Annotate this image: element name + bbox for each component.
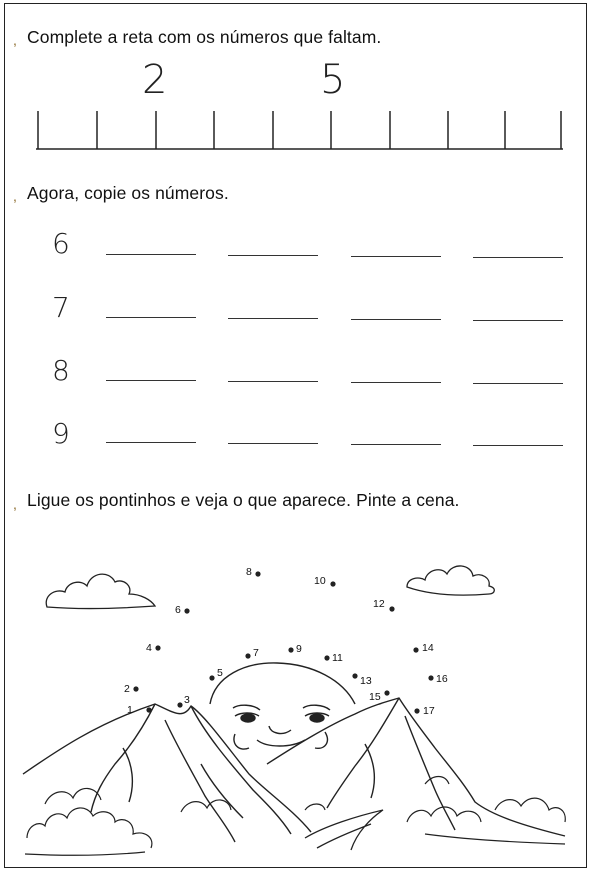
dot-1 (146, 707, 151, 712)
copy-row-6-number: 6 (52, 227, 70, 260)
connect-the-dots-scene (5, 4, 588, 869)
cloud-right-illustration (407, 566, 494, 595)
dot-17 (414, 708, 419, 713)
dot-10 (330, 581, 335, 586)
dot-13 (352, 673, 357, 678)
dot-11 (324, 655, 329, 660)
worksheet-page (4, 3, 587, 868)
dot-8 (255, 571, 260, 576)
mountains-illustration (23, 698, 565, 842)
copy-row-8-number: 8 (52, 354, 70, 387)
copy-row-9-number: 9 (52, 417, 70, 450)
exercise-3-bullet: , (13, 496, 17, 512)
exercise-2-instruction: Agora, copie os números. (27, 183, 229, 203)
cloud-left-illustration (46, 574, 155, 608)
sun-face-illustration (210, 663, 355, 749)
exercise-1-bullet: , (13, 32, 17, 48)
dot-16 (428, 675, 433, 680)
exercise-2-bullet: , (13, 188, 17, 204)
dot-2 (133, 686, 138, 691)
dot-label-1: 1 (127, 704, 133, 716)
dot-label-13: 13 (360, 675, 372, 687)
dot-label-5: 5 (217, 667, 223, 679)
dot-label-10: 10 (314, 575, 326, 587)
exercise-1-instruction: Complete a reta com os números que faltam. (27, 27, 382, 47)
dot-label-9: 9 (296, 643, 302, 655)
dot-7 (245, 653, 250, 658)
dot-label-4: 4 (146, 642, 152, 654)
dot-6 (184, 608, 189, 613)
dot-labels (124, 566, 448, 717)
dot-label-17: 17 (423, 705, 435, 717)
dot-12 (389, 606, 394, 611)
dot-15 (384, 690, 389, 695)
exercise-3-instruction: Ligue os pontinhos e veja o que aparece. Pinte a cena. (27, 490, 460, 510)
given-number-5: 5 (320, 57, 346, 103)
dot-4 (155, 645, 160, 650)
dot-label-6: 6 (175, 604, 181, 616)
copy-row-7-number: 7 (52, 291, 70, 324)
given-number-2: 2 (142, 57, 168, 103)
dot-5 (209, 675, 214, 680)
dot-label-7: 7 (253, 647, 259, 659)
road-illustration (305, 810, 383, 850)
dot-3 (177, 702, 182, 707)
dot-label-11: 11 (332, 652, 343, 664)
dot-label-3: 3 (184, 694, 190, 706)
dot-14 (413, 647, 418, 652)
dot-label-8: 8 (246, 566, 252, 578)
numbered-dots (133, 571, 433, 713)
dot-label-14: 14 (422, 642, 434, 654)
dot-label-2: 2 (124, 683, 130, 695)
dot-label-12: 12 (373, 598, 385, 610)
dot-label-16: 16 (436, 673, 448, 685)
dot-label-15: 15 (369, 691, 381, 703)
dot-9 (288, 647, 293, 652)
